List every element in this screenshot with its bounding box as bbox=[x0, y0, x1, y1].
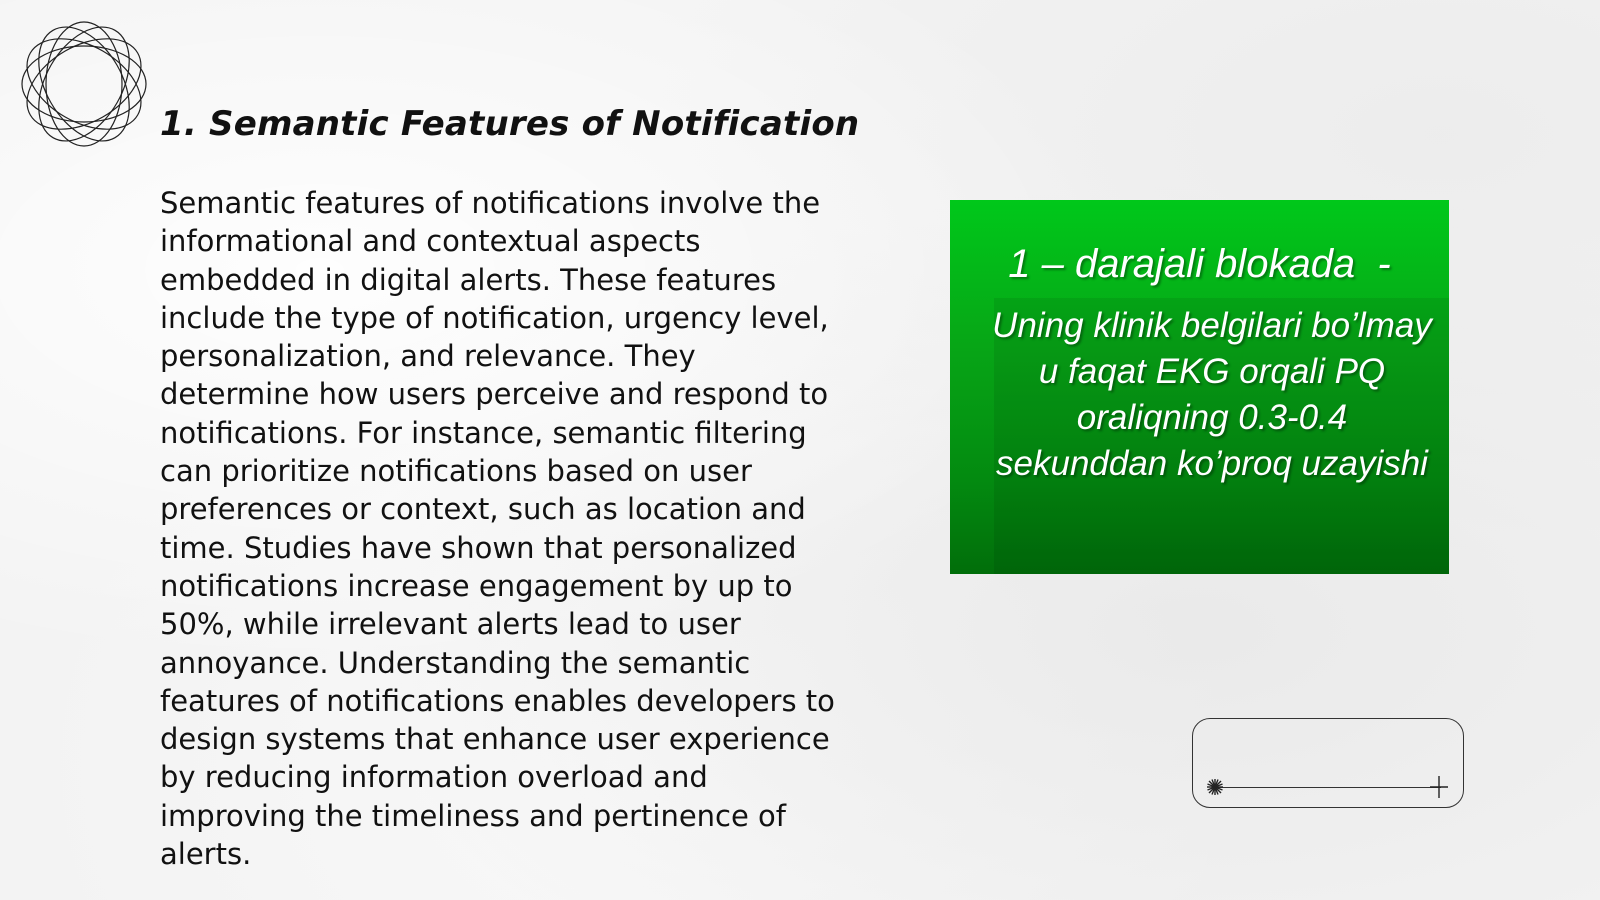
slide-title: 1. Semantic Features of Notification bbox=[160, 104, 860, 144]
starburst-icon bbox=[1205, 777, 1225, 797]
decorative-frame bbox=[1192, 718, 1464, 808]
circle-rosette-icon bbox=[10, 10, 158, 158]
info-box-heading: 1 – darajali blokada - bbox=[1008, 242, 1391, 286]
body-paragraph: Semantic features of notifications involve the informational and contextual aspects embedded in digital alerts. These features include the type of notification, urgency level, personalization, and relevance. They determine how users perceive and respond to notifications. For instance, semantic filtering can prioritize notifications based on user preferences or context, such as location and time. Studies have shown that personalized notifications increase engagement by up to 50%, while irrelevant alerts lead to user annoyance. Understanding the semantic features of notifications enables developers to design systems that enhance user experience by reducing information overload and improving the timeliness and pertinence of alerts. bbox=[160, 186, 835, 872]
info-box-description: Uning klinik belgilari bo’lmay u faqat EKG orqali PQ oraliqning 0.3-0.4 sekunddan ko’proq uzayishi bbox=[992, 306, 1432, 483]
decorative-line bbox=[1215, 787, 1441, 788]
cross-icon bbox=[1427, 775, 1451, 799]
info-box bbox=[950, 200, 1449, 574]
